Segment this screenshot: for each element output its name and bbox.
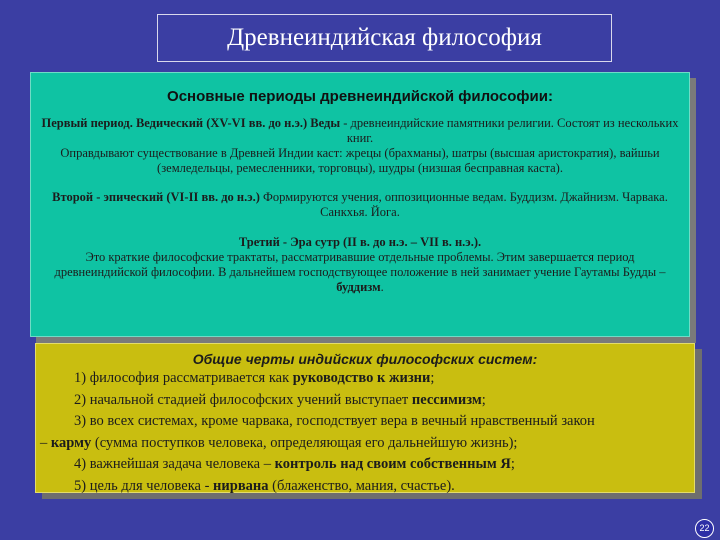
feature-2-end: ;: [481, 391, 486, 408]
feature-1-bold: руководство к жизни: [292, 370, 431, 386]
feature-4-text: 4) важнейшая задача человека –: [74, 456, 275, 472]
first-period-text: - древнеиндийские памятники религии. Состоят из нескольких книг.: [340, 116, 679, 145]
feature-item-1: [36, 368, 694, 390]
feature-2-text: 2) начальной стадией философских учений выступает: [74, 391, 412, 408]
features-heading: Общие черты индийских философских систем:: [192, 351, 538, 367]
feature-4-bold: контроль над своим собственным Я: [274, 456, 511, 472]
page-number-badge: 22: [695, 519, 714, 538]
feature-item-3-continued: [36, 433, 694, 455]
feature-item-2: [36, 390, 694, 412]
feature-5-bold: нирвана: [213, 477, 269, 494]
feature-3-cont-text: (сумма поступков человека, определяющая его дальнейшую жизнь);: [91, 434, 518, 451]
third-period-paragraph: [31, 235, 689, 295]
feature-1-text: 1) философия рассматривается как: [74, 370, 293, 386]
third-period-text: Это краткие философские трактаты, рассматривавшие отдельные проблемы. Этим завершается период древнеиндийской философии. В дальнейшем господствующее положение в ней занимает учение Гаутамы Будды –: [54, 250, 666, 279]
slide-title: Древнеиндийская философия: [157, 14, 612, 62]
periods-heading: Основные периоды древнеиндийской философии:: [167, 88, 553, 105]
first-period-paragraph: [31, 116, 689, 176]
first-period-castes: Оправдывают существование в Древней Индии каст: жрецы (брахманы), шатры (высшая аристократия), вайшьи (земледельцы, ремесленники, торговцы), шудры (низшая бесправная каста).: [60, 146, 660, 175]
feature-2-bold: пессимизм: [411, 391, 482, 408]
third-period-label: Третий - Эра сутр (II в. до н.э. – VII в. н.э.).: [238, 235, 482, 249]
feature-item-3: [36, 411, 694, 433]
third-period-end: .: [380, 280, 384, 294]
second-period-label: Второй - эпический (VI-II вв. до н.э.): [52, 190, 260, 204]
feature-3-dash: –: [40, 434, 51, 451]
second-period-text: Формируются учения, оппозиционные ведам. Буддизм. Джайнизм. Чарвака. Санкхья. Йога.: [259, 190, 668, 219]
feature-item-5: [36, 476, 694, 498]
first-period-label: Первый период. Ведический (XV-VI вв. до н.э.) Веды: [41, 116, 341, 130]
feature-item-4: [36, 454, 694, 476]
features-box: [35, 343, 695, 493]
feature-3-bold: карму: [50, 434, 92, 451]
feature-4-end: ;: [510, 456, 515, 472]
feature-1-end: ;: [430, 370, 435, 386]
periods-box: [30, 72, 690, 337]
feature-5-text: 5) цель для человека -: [74, 477, 214, 494]
third-period-buddhism: буддизм: [336, 280, 381, 294]
feature-5-end: (блаженство, мания, счастье).: [268, 477, 455, 494]
feature-3-text: 3) во всех системах, кроме чарвака, господствует вера в вечный нравственный закон: [74, 413, 595, 429]
second-period-paragraph: [31, 190, 689, 220]
